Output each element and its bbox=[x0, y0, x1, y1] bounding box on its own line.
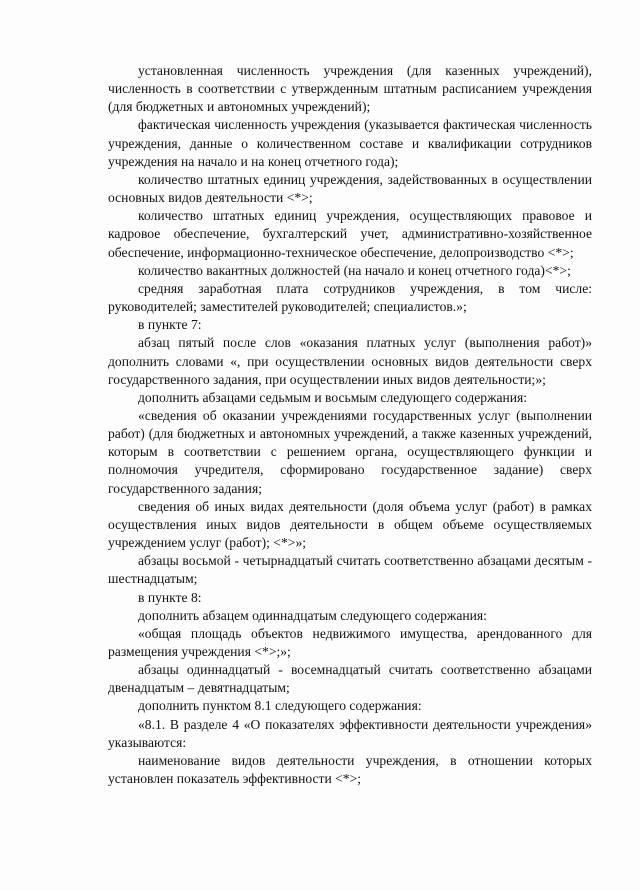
paragraph: фактическая численность учреждения (указывается фактическая численность учреждения, данные о количественном составе и квалификации сотрудников учреждения на начало и на конец отчетного года); bbox=[108, 117, 592, 169]
paragraph: «сведения об оказании учреждениями государственных услуг (выполнении работ) (для бюджетных и автономных учреждений, а также казенных учреждений, которым в соответствии с решением органа, осуществляющего функции и полномочия учредителя, сформировано государственное задание) сверх государственного задания; bbox=[108, 407, 592, 496]
paragraph: «общая площадь объектов недвижимого имущества, арендованного для размещения учреждения <*>;»; bbox=[108, 625, 592, 659]
paragraph: абзац пятый после слов «оказания платных услуг (выполнения работ)» дополнить словами «, при осуществлении основных видов деятельности сверх государственного задания, при осуществлении иных видов деятельности;»; bbox=[108, 335, 592, 387]
paragraph: дополнить пунктом 8.1 следующего содержания: bbox=[138, 698, 422, 714]
paragraph: абзацы восьмой - четырнадцатый считать соответственно абзацами десятым - шестнадцатым; bbox=[108, 553, 592, 587]
paragraph: установленная численность учреждения (для казенных учреждений), численность в соответствии с утвержденным штатным расписанием учреждения (для бюджетных и автономных учреждений); bbox=[108, 63, 592, 115]
paragraph: количество штатных единиц учреждения, осуществляющих правовое и кадровое обеспечение, бухгалтерский учет, административно-хозяйственное обеспечение, информационно-техническое обеспечение, делопроизводство <*>; bbox=[108, 208, 592, 260]
paragraph: дополнить абзацами седьмым и восьмым следующего содержания: bbox=[138, 389, 528, 405]
paragraph: количество штатных единиц учреждения, задействованных в осуществлении основных видов деятельности <*>; bbox=[108, 171, 592, 206]
paragraph: абзацы одиннадцатый - восемнадцатый считать соответственно абзацами двенадцатым – девятнадцатым; bbox=[108, 662, 592, 696]
paragraph: в пункте 8: bbox=[138, 589, 202, 605]
paragraph: наименование видов деятельности учреждения, в отношении которых установлен показатель эффективности <*>; bbox=[108, 752, 592, 787]
document-body bbox=[108, 62, 592, 788]
paragraph: дополнить абзацем одиннадцатым следующего содержания: bbox=[138, 607, 487, 623]
paragraph: сведения об иных видах деятельности (доля объема услуг (работ) в рамках осуществления иных видов деятельности в общем объеме осуществляемых учреждением услуг (работ); <*>»; bbox=[108, 498, 592, 551]
paragraph: «8.1. В разделе 4 «О показателях эффективности деятельности учреждения» указываются: bbox=[108, 716, 592, 750]
paragraph: в пункте 7: bbox=[138, 317, 202, 333]
paragraph: количество вакантных должностей (на начало и конец отчетного года)<*>; bbox=[138, 262, 571, 278]
paragraph: средняя заработная плата сотрудников учреждения, в том числе: руководителей; заместителей руководителей; специалистов.»; bbox=[108, 280, 592, 315]
